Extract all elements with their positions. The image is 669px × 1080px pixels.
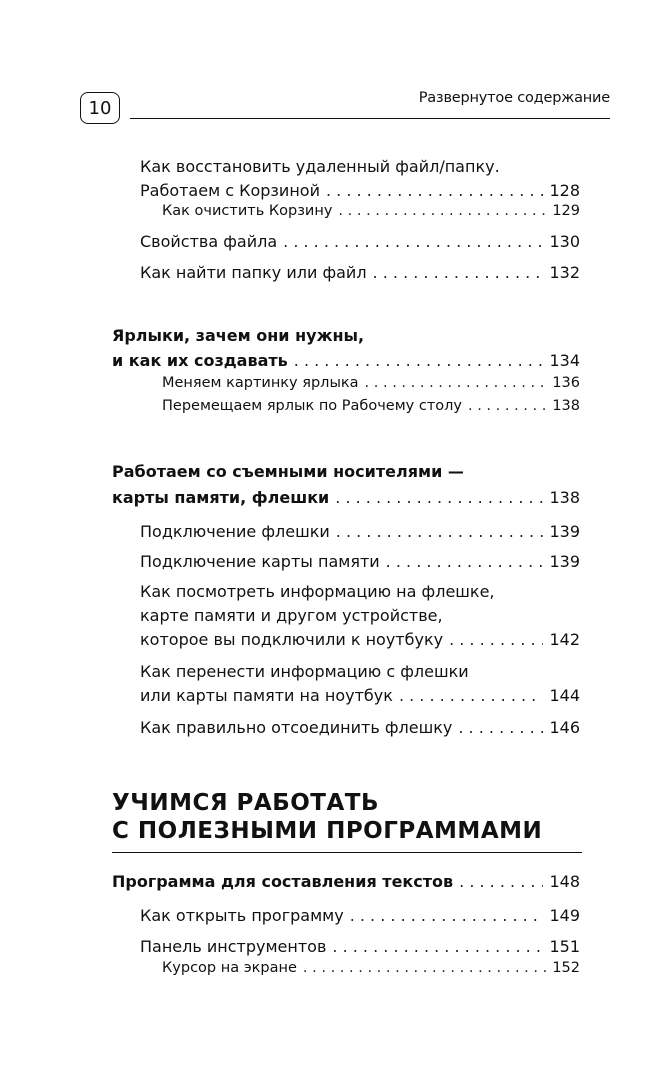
dot-leader xyxy=(365,375,547,391)
toc-entry-text: Подключение карты памяти xyxy=(140,552,380,571)
part-title-line: С ПОЛЕЗНЫМИ ПРОГРАММАМИ xyxy=(112,818,543,844)
dot-leader xyxy=(303,960,546,976)
dot-leader xyxy=(458,718,543,737)
toc-entry-text: или карты памяти на ноутбук xyxy=(140,686,393,705)
part-title-line: УЧИМСЯ РАБОТАТЬ xyxy=(112,790,380,816)
toc-entry xyxy=(162,960,580,976)
dot-leader xyxy=(332,937,543,956)
toc-page-number: 144 xyxy=(549,686,580,705)
toc-entry-text: Свойства файла xyxy=(140,232,278,251)
toc-page-number: 146 xyxy=(549,718,580,737)
dot-leader xyxy=(449,630,543,649)
dot-leader xyxy=(386,552,544,571)
toc-page-number: 134 xyxy=(549,351,580,370)
toc-section-text: Работаем со съемными носителями — xyxy=(112,462,464,481)
header-rule xyxy=(130,118,610,119)
toc-entry xyxy=(140,181,580,200)
toc-entry-text: Подключение флешки xyxy=(140,522,330,541)
toc-entry-text: Как перенести информацию с флешки xyxy=(140,662,469,681)
dot-leader xyxy=(326,181,543,200)
dot-leader xyxy=(459,872,543,891)
page-number: 10 xyxy=(80,92,120,124)
toc-section-text: Ярлыки, зачем они нужны, xyxy=(112,326,365,345)
toc-entry xyxy=(140,232,580,251)
toc-page-number: 129 xyxy=(552,203,580,219)
dot-leader xyxy=(468,398,546,414)
toc-entry xyxy=(140,263,580,282)
toc-section-text: и как их создавать xyxy=(112,351,288,370)
toc-entry-text: Меняем картинку ярлыка xyxy=(162,375,359,391)
toc-entry xyxy=(162,375,580,391)
running-title: Развернутое содержание xyxy=(418,90,610,106)
toc-page-number: 130 xyxy=(549,232,580,251)
dot-leader xyxy=(336,522,544,541)
toc-entry-text: Работаем с Корзиной xyxy=(140,181,320,200)
toc-entry-text: Перемещаем ярлык по Рабочему столу xyxy=(162,398,462,414)
page-header xyxy=(80,88,610,128)
toc-section-text: Программа для составления текстов xyxy=(112,872,454,891)
toc-section xyxy=(112,351,580,370)
toc-entry-text: Как найти папку или файл xyxy=(140,263,367,282)
toc-page-number: 136 xyxy=(552,375,580,391)
toc-entry-text: Как посмотреть информацию на флешке, xyxy=(140,582,495,601)
toc-page-number: 148 xyxy=(549,872,580,891)
toc-page-number: 152 xyxy=(552,960,580,976)
toc-page-number: 138 xyxy=(552,398,580,414)
toc-entry xyxy=(162,398,580,414)
toc-section xyxy=(112,872,580,891)
toc-page-number: 139 xyxy=(549,522,580,541)
toc-entry xyxy=(140,686,580,705)
toc-entry xyxy=(140,718,580,737)
toc-page-number: 151 xyxy=(549,937,580,956)
toc-page-number: 149 xyxy=(549,906,580,925)
toc-entry-text: которое вы подключили к ноутбуку xyxy=(140,630,444,649)
toc-entry xyxy=(140,522,580,541)
toc-page-number: 138 xyxy=(549,488,580,507)
dot-leader xyxy=(335,488,543,507)
toc-entry-text: карте памяти и другом устройстве, xyxy=(140,606,443,625)
toc-entry-text: Как открыть программу xyxy=(140,906,344,925)
toc-section-text: карты памяти, флешки xyxy=(112,488,330,507)
dot-leader xyxy=(399,686,544,705)
toc-entry xyxy=(140,937,580,956)
dot-leader xyxy=(283,232,543,251)
dot-leader xyxy=(350,906,544,925)
dot-leader xyxy=(338,203,546,219)
toc-page-number: 142 xyxy=(549,630,580,649)
toc-entry-text: Как восстановить удаленный файл/папку. xyxy=(140,157,500,176)
toc-entry xyxy=(140,906,580,925)
toc-entry xyxy=(140,630,580,649)
toc-entry-text: Как очистить Корзину xyxy=(162,203,333,219)
toc-page-number: 139 xyxy=(549,552,580,571)
toc-page-number: 128 xyxy=(549,181,580,200)
toc-page-number: 132 xyxy=(549,263,580,282)
toc-entry-text: Как правильно отсоединить флешку xyxy=(140,718,453,737)
toc-entry xyxy=(140,552,580,571)
part-title-rule xyxy=(112,852,582,853)
toc-entry-text: Панель инструментов xyxy=(140,937,327,956)
dot-leader xyxy=(294,351,544,370)
toc-section xyxy=(112,488,580,507)
toc-entry xyxy=(162,203,580,219)
toc-entry-text: Курсор на экране xyxy=(162,960,297,976)
dot-leader xyxy=(373,263,544,282)
